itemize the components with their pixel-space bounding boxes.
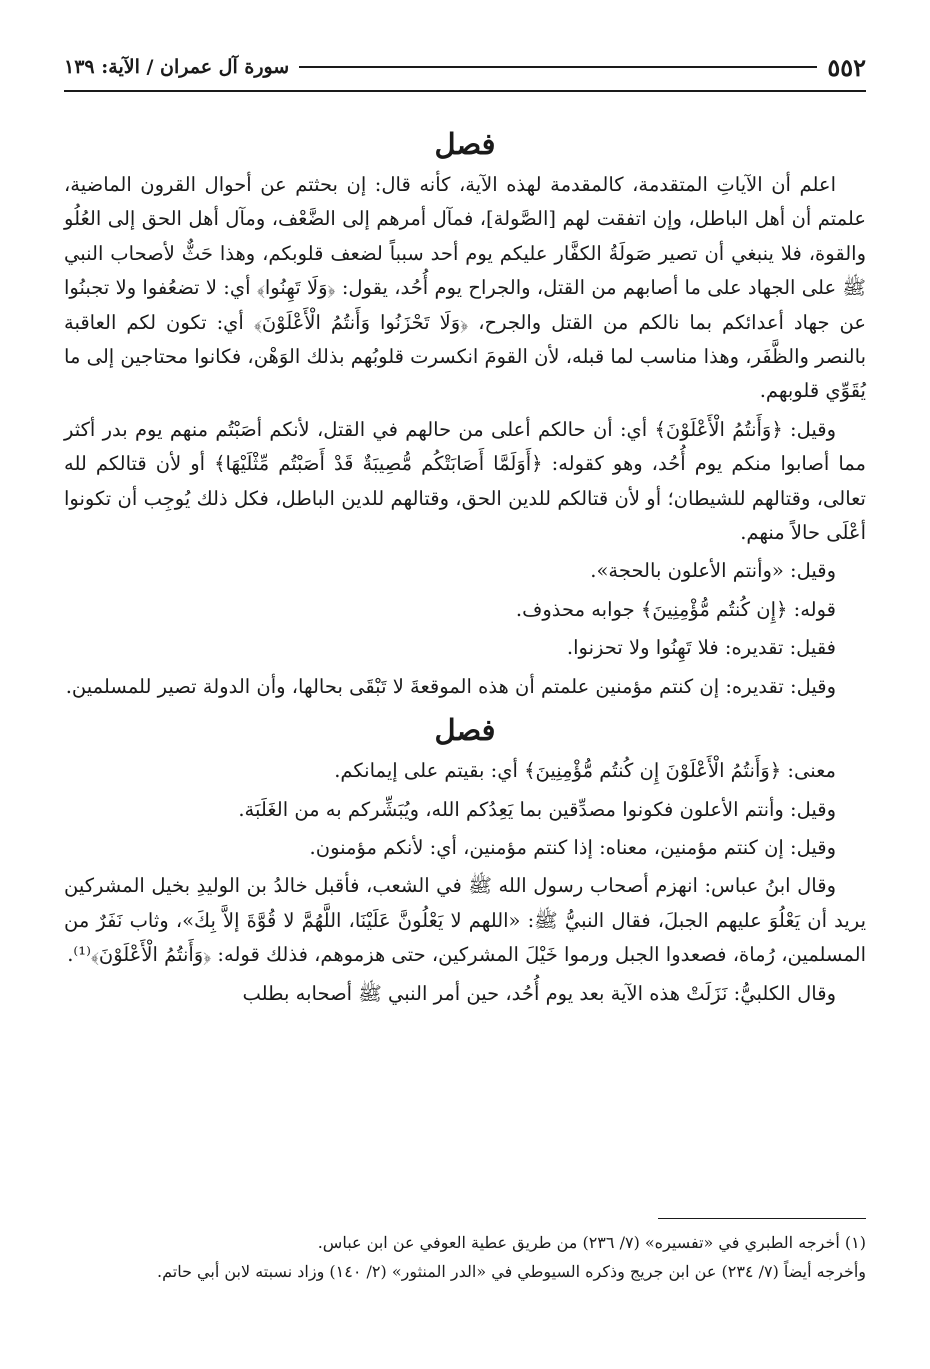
paragraph: وقيل: ﴿وَأَنتُمُ الْأَعْلَوْنَ﴾ أي: أن حالكم أعلى من حالهم في القتل، لأنكم أصَبْتُم منهم يوم بدر أكثر مما أصابوا منكم يوم أُحُد، وهو كقوله: ﴿أَوَلَمَّا أَصَابَتْكُم مُّصِيبَةٌ قَدْ أَصَبْتُم مِّثْلَيْهَا﴾ أو لأن قتالكم لله تعالى، وقتالهم للشيطان؛ أو لأن قتالكم للدين الحق، وقتالهم للدين الباطل، فكل ذلك يُوجِب أن تكونوا أعْلَى حالاً منهم.: [64, 417, 866, 545]
paragraph: اعلم أن الآياتِ المتقدمة، كالمقدمة لهذه الآية، كأنه قال: إن بحثتم عن أحوال القرون الماضية، علمتم أن أهل الباطل، وإن اتفقت لهم [الصَّولة]، فمآل أمرهم إلى الضَّعْف، ومآل أهل الحق إلى العُلُو والقوة، فلا ينبغي أن تصير صَولَةُ الكفَّار عليكم يوم أحد سبباً لضعف قلوبكم، وهذا حَثٌّ لأصحاب النبي ﷺ على الجهاد على ما أصابهم من القتل، والجراح يوم أُحُد، يقول: ﴿وَلَا تَهِنُوا﴾ أي: لا تضعُفوا ولا تجبنُوا عن جهاد أعدائكم بما نالكم من القتل والجرح، ﴿وَلَا تَحْزَنُوا وَأَنتُمُ الْأَعْلَوْنَ﴾ أي: تكون لكم العاقبة بالنصر والظَّفَر، وهذا مناسب لما قبله، لأن القومَ انكسرت قلوبُهم بذلك الوَهْن، فكانوا محتاجين إلى ما يُقَوِّي قلوبهم.: [64, 173, 866, 403]
footnote: وأخرجه أيضاً (٧/ ٢٣٤) عن ابن جريج وذكره السيوطي في «الدر المنثور» (٢/ ١٤٠) وزاد نسبته لابن أبي حاتم.: [157, 1262, 866, 1281]
page-number: ٥٥٢: [827, 52, 866, 82]
paragraph: قوله: ﴿إِن كُنتُم مُّؤْمِنِينَ﴾ جوابه محذوف.: [515, 597, 836, 621]
section-title: فصل: [434, 127, 496, 161]
paragraph: وقال ابنُ عباس: انهزم أصحاب رسول الله ﷺ في الشعب، فأقبل خالدُ بن الوليدِ بخيل المشركين يريد أن يَعْلُوَ عليهم الجبلَ، فقال النبيُّ ﷺ: «اللهم لا يَعْلُونَّ عَلَيْنَا، اللَّهُمَّ لا قُوَّةَ إلاَّ بِكَ»، وثاب نَفَرٌ من المسلمين، رُماة، فصعدوا الجبل ورموا خَيْلَ المشركين، حتى هزموهم، فذلك قوله: ﴿وَأَنتُمُ الْأَعْلَوْنَ﴾⁽¹⁾.: [64, 874, 866, 967]
paragraph: وقال الكلبيُّ: نَزَلَتْ هذه الآية بعد يوم أُحُد، حين أمر النبي ﷺ أصحابه بطلب: [242, 981, 836, 1005]
surah-reference: سورة آل عمران / الآية: ١٣٩: [64, 56, 290, 78]
header-line: [299, 66, 817, 68]
footnote: (١) أخرجه الطبري في «تفسيره» (٧/ ٢٣٦) من طريق عطية العوفي عن ابن عباس.: [317, 1233, 866, 1252]
paragraph: معنى: ﴿وَأَنتُمُ الْأَعْلَوْنَ إِن كُنتُم مُّؤْمِنِينَ﴾ أي: بقيتم على إيمانكم.: [334, 759, 836, 783]
paragraph: وقيل: وأنتم الأعلون فكونوا مصدِّقين بما يَعِدُكم الله، ويُبَشِّركم به من الغَلَبَة.: [238, 797, 836, 821]
section-title: فصل: [434, 713, 496, 748]
running-header: [64, 48, 866, 86]
footnotes: [64, 1228, 866, 1286]
paragraph: وقيل: إن كنتم مؤمنين، معناه: إذا كنتم مؤمنين، أي: لأنكم مؤمنون.: [309, 835, 836, 859]
header-rule: [64, 90, 866, 92]
paragraph: فقيل: تقديره: فلا تَهِنُوا ولا تحزنوا.: [566, 636, 836, 660]
footnote-separator: [658, 1218, 866, 1219]
paragraph: وقيل: «وأنتم الأعلون بالحجة».: [590, 559, 836, 583]
page-body: [64, 120, 866, 1015]
paragraph: وقيل: تقديره: إن كنتم مؤمنين علمتم أن هذه الموقعةَ لا تَبْقَى بحالها، وأن الدولة تصير للمسلمين.: [65, 674, 836, 698]
